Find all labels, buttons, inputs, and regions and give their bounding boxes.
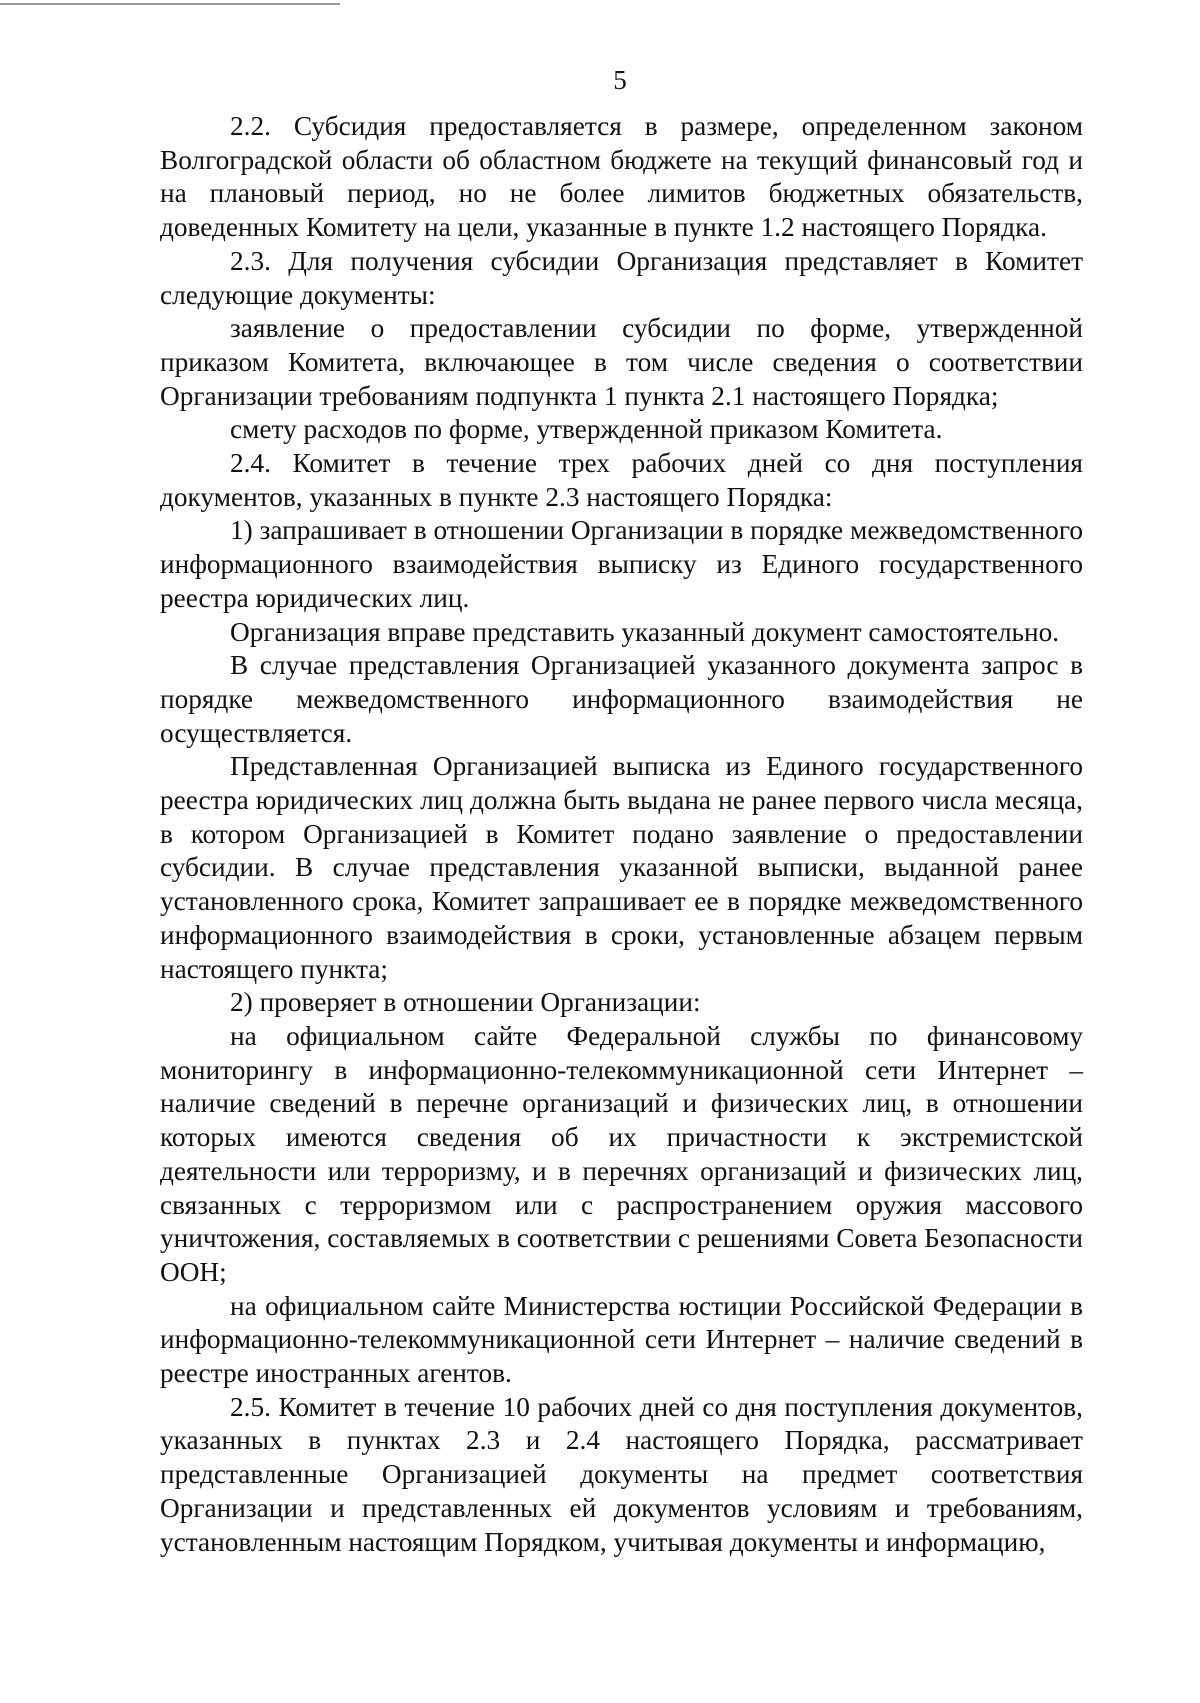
paragraph-2-4-item-1: 1) запрашивает в отношении Организации в порядке межведомственного информационного взаимодействия выписку из Единого государственного реестра юридических лиц.: [160, 515, 1083, 613]
paragraph-extract-validity: Представленная Организацией выписка из Единого государственного реестра юридических лиц должна быть выдана не ранее первого числа месяца, в котором Организацией в Комитет подано заявление о предоставлении субсидии. В случае представления указанной выписки, выданной ранее установленного срока, Комитет запрашивает ее в порядке межведомственного информационного взаимодействия в сроки, установленные абзацем первым настоящего пункта;: [160, 751, 1083, 984]
paragraph-estimate: смету расходов по форме, утвержденной приказом Комитета.: [230, 414, 943, 445]
document-body: [160, 110, 1083, 1559]
paragraph-2-4: 2.4. Комитет в течение трех рабочих дней со дня поступления документов, указанных в пункте 2.3 настоящего Порядка:: [160, 448, 1083, 512]
paragraph-2-2: 2.2. Субсидия предоставляется в размере, определенном законом Волгоградской области об областном бюджете на текущий финансовый год и на плановый период, но не более лимитов бюджетных обязательств, доведенных Комитету на цели, указанные в пункте 1.2 настоящего Порядка.: [160, 111, 1083, 243]
paragraph-no-request: В случае представления Организацией указанного документа запрос в порядке межведомственного информационного взаимодействия не осуществляется.: [160, 650, 1083, 748]
scan-edge-line: [0, 3, 340, 5]
paragraph-application: заявление о предоставлении субсидии по форме, утвержденной приказом Комитета, включающее в том числе сведения о соответствии Организации требованиям подпункта 1 пункта 2.1 настоящего Порядка;: [160, 313, 1083, 411]
paragraph-2-4-item-2: 2) проверяет в отношении Организации:: [230, 987, 701, 1018]
paragraph-2-3: 2.3. Для получения субсидии Организация представляет в Комитет следующие документы:: [160, 245, 1083, 310]
paragraph-minjust-check: на официальном сайте Министерства юстиции Российской Федерации в информационно-телекоммуникационной сети Интернет – наличие сведений в реестре иностранных агентов.: [160, 1290, 1083, 1389]
paragraph-rosfinmonitoring-check: на официальном сайте Федеральной службы по финансовому мониторингу в информационно-телекоммуникационной сети Интернет – наличие сведений в перечне организаций и физических лиц, в отношении которых имеются сведения об их причастности к экстремистской деятельности или терроризму, и в перечнях организаций и физических лиц, связанных с терроризмом или с распространением оружия массового уничтожения, составляемых в соответствии с решениями Совета Безопасности ООН;: [160, 1020, 1083, 1287]
page-number: 5: [613, 65, 627, 95]
paragraph-2-5: 2.5. Комитет в течение 10 рабочих дней со дня поступления документов, указанных в пунктах 2.3 и 2.4 настоящего Порядка, рассматривает представленные Организацией документы на предмет соответствия Организации и представленных ей документов условиям и требованиям, установленным настоящим Порядком, учитывая документы и информацию,: [160, 1391, 1083, 1557]
paragraph-own-submission: Организация вправе представить указанный документ самостоятельно.: [230, 616, 1060, 647]
